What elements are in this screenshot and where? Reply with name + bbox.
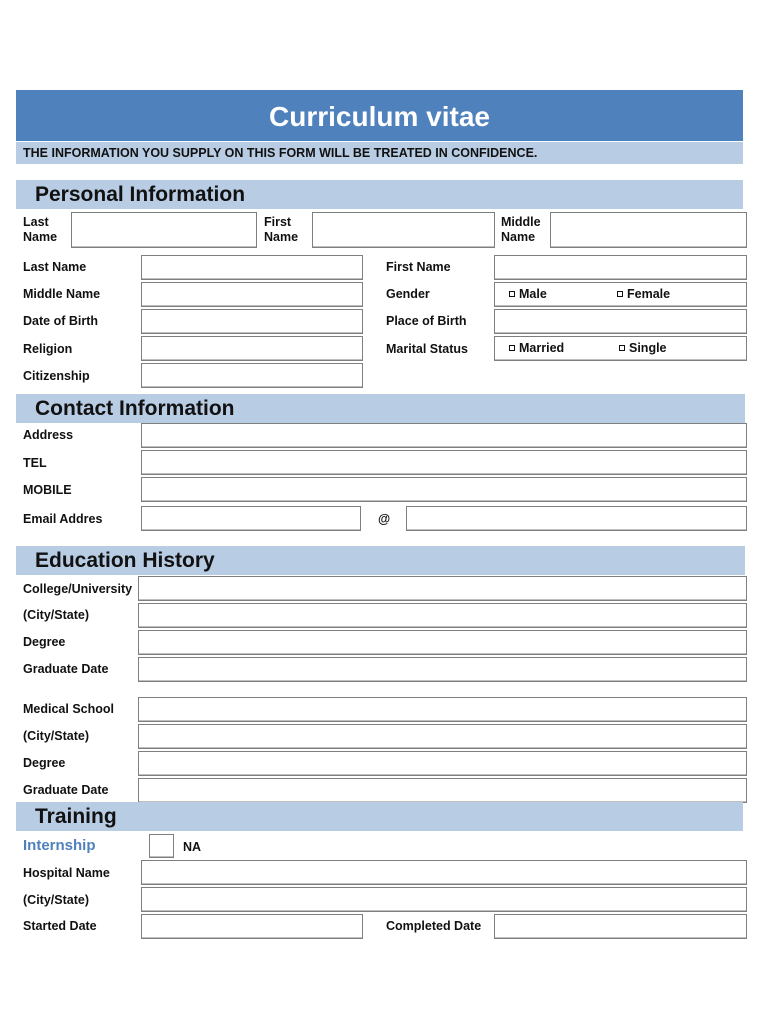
dob-label: Date of Birth bbox=[23, 314, 98, 328]
email-domain-field[interactable] bbox=[406, 506, 747, 531]
page-title: Curriculum vitae bbox=[16, 90, 743, 141]
college-city-label: (City/State) bbox=[23, 608, 89, 622]
section-contact-information: Contact Information bbox=[16, 394, 745, 423]
middle-name-field[interactable] bbox=[141, 282, 363, 307]
college-city-field[interactable] bbox=[138, 603, 747, 628]
training-city-label: (City/State) bbox=[23, 893, 89, 907]
mobile-label: MOBILE bbox=[23, 483, 72, 497]
training-city-field[interactable] bbox=[141, 887, 747, 912]
medical-degree-label: Degree bbox=[23, 756, 66, 770]
marital-married-option[interactable]: Married bbox=[509, 341, 564, 355]
hospital-name-field[interactable] bbox=[141, 860, 747, 885]
citizenship-label: Citizenship bbox=[23, 369, 90, 383]
first-name-field[interactable] bbox=[494, 255, 747, 280]
medical-city-field[interactable] bbox=[138, 724, 747, 749]
last-name-label: Last Name bbox=[23, 260, 87, 274]
checkbox-icon[interactable] bbox=[509, 345, 515, 351]
medical-degree-field[interactable] bbox=[138, 751, 747, 776]
gender-label: Gender bbox=[386, 287, 430, 301]
medical-graduate-date-label: Graduate Date bbox=[23, 783, 109, 797]
started-date-label: Started Date bbox=[23, 919, 97, 933]
section-training: Training bbox=[16, 802, 743, 831]
marital-single-option[interactable]: Single bbox=[619, 341, 667, 355]
top-first-name-field[interactable] bbox=[312, 212, 495, 248]
top-last-name-field[interactable] bbox=[71, 212, 257, 248]
marital-status-label: Marital Status bbox=[386, 342, 468, 356]
confidentiality-notice: THE INFORMATION YOU SUPPLY ON THIS FORM WILL BE TREATED IN CONFIDENCE. bbox=[16, 142, 743, 164]
completed-date-label: Completed Date bbox=[386, 919, 482, 933]
checkbox-icon[interactable] bbox=[509, 291, 515, 297]
college-degree-field[interactable] bbox=[138, 630, 747, 655]
top-last-name-label: Last Name bbox=[23, 215, 58, 244]
medical-city-label: (City/State) bbox=[23, 729, 89, 743]
middle-name-label: Middle Name bbox=[23, 287, 101, 301]
top-first-name-label: First Name bbox=[264, 215, 299, 244]
college-degree-label: Degree bbox=[23, 635, 66, 649]
na-label: NA bbox=[183, 840, 202, 854]
section-education-history: Education History bbox=[16, 546, 745, 575]
dob-field[interactable] bbox=[141, 309, 363, 334]
top-middle-name-field[interactable] bbox=[550, 212, 747, 248]
first-name-label: First Name bbox=[386, 260, 451, 274]
college-graduate-date-label: Graduate Date bbox=[23, 662, 109, 676]
religion-label: Religion bbox=[23, 342, 73, 356]
na-checkbox[interactable] bbox=[149, 834, 174, 858]
medical-school-label: Medical School bbox=[23, 702, 114, 716]
checkbox-icon[interactable] bbox=[617, 291, 623, 297]
college-field[interactable] bbox=[138, 576, 747, 601]
religion-field[interactable] bbox=[141, 336, 363, 361]
address-label: Address bbox=[23, 428, 74, 442]
tel-field[interactable] bbox=[141, 450, 747, 475]
last-name-field[interactable] bbox=[141, 255, 363, 280]
college-label: College/University bbox=[23, 582, 133, 596]
started-date-field[interactable] bbox=[141, 914, 363, 939]
mobile-field[interactable] bbox=[141, 477, 747, 502]
completed-date-field[interactable] bbox=[494, 914, 747, 939]
internship-label: Internship bbox=[23, 837, 96, 854]
email-label: Email Addres bbox=[23, 512, 103, 526]
gender-male-option[interactable]: Male bbox=[509, 287, 547, 301]
pob-label: Place of Birth bbox=[386, 314, 467, 328]
gender-female-option[interactable]: Female bbox=[617, 287, 670, 301]
section-personal-information: Personal Information bbox=[16, 180, 743, 209]
hospital-name-label: Hospital Name bbox=[23, 866, 110, 880]
medical-school-field[interactable] bbox=[138, 697, 747, 722]
medical-graduate-date-field[interactable] bbox=[138, 778, 747, 803]
tel-label: TEL bbox=[23, 456, 47, 470]
address-field[interactable] bbox=[141, 423, 747, 448]
checkbox-icon[interactable] bbox=[619, 345, 625, 351]
pob-field[interactable] bbox=[494, 309, 747, 334]
at-sign: @ bbox=[378, 512, 391, 526]
college-graduate-date-field[interactable] bbox=[138, 657, 747, 682]
top-middle-name-label: Middle Name bbox=[501, 215, 541, 244]
email-user-field[interactable] bbox=[141, 506, 361, 531]
citizenship-field[interactable] bbox=[141, 363, 363, 388]
